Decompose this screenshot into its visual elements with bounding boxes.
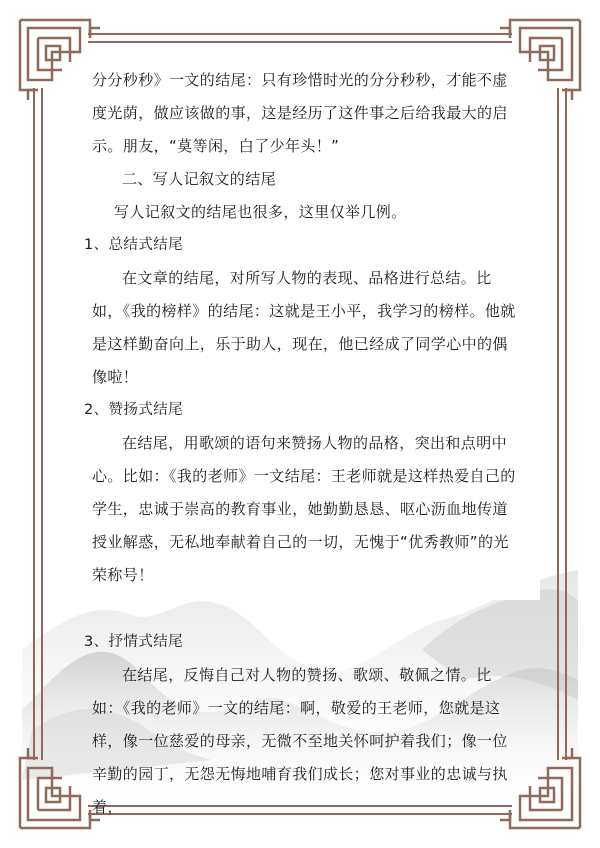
paragraph: 在结尾，用歌颂的语句来赞扬人物的品格，突出和点明中心。比如：《我的老师》一文结尾：王老师就是这样热爱自己的学生，忠诚于崇高的教育事业，她勤勤恳恳、呕心沥血地传道授业解惑，无私地奉献着自己的一切，无愧于“优秀教师”的光荣称号！ (92, 434, 516, 584)
paragraph: 在结尾，反悔自己对人物的赞扬、歌颂、敬佩之情。比如：《我的老师》一文的结尾：啊，敬爱的王老师，您就是这样，像一位慈爱的母亲，无微不至地关怀呵护着我们；像一位辛勤的园丁，无怨无悔地哺育我们成长；您对事业的忠诚与执着， (92, 666, 508, 816)
paragraph: 写人记叙文的结尾也很多，这里仅举几例。 (114, 203, 407, 221)
section-heading: 二、写人记叙文的结尾 (122, 170, 277, 188)
document-body (84, 64, 522, 824)
sub-heading: 2、赞扬式结尾 (84, 402, 184, 418)
sub-heading: 1、总结式结尾 (84, 237, 184, 253)
sub-heading: 3、抒情式结尾 (84, 634, 184, 650)
paragraph: 在文章的结尾，对所写人物的表现、品格进行总结。比如，《我的榜样》的结尾：这就是王小平，我学习的榜样。他就是这样勤奋向上，乐于助人，现在，他已经成了同学心中的偶像啦！ (92, 269, 516, 386)
paragraph-continuation: 分分秒秒》一文的结尾：只有珍惜时光的分分秒秒，才能不虚度光荫，做应该做的事，这是经历了这件事之后给我最大的启示。朋友，“莫等闲，白了少年头！” (92, 71, 508, 155)
paragraph-gap (92, 592, 522, 626)
